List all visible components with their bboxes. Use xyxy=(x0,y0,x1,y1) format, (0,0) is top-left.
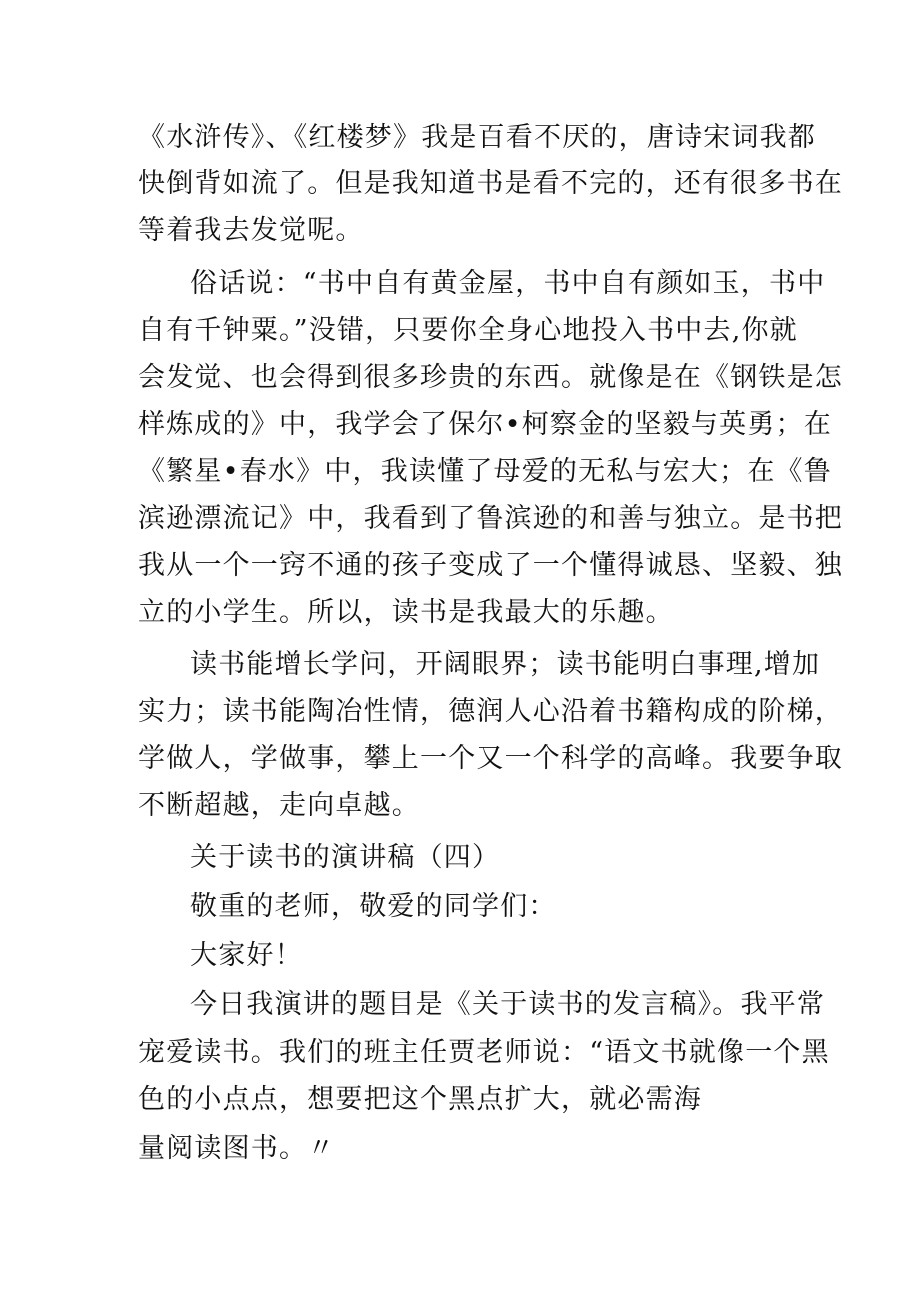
section-heading: 关于读书的演讲稿（四） xyxy=(190,842,501,873)
text-line: 学做人，学做事，攀上一个又一个科学的高峰。我要争取 xyxy=(138,743,843,774)
text-line: 宠爱读书。我们的班主任贾老师说：“语文书就像一个黑 xyxy=(138,1037,830,1068)
text-line: 实力；读书能陶冶性情，德润人心沿着书籍构成的阶梯， xyxy=(138,696,843,727)
salutation: 敬重的老师，敬爱的同学们： xyxy=(190,891,557,922)
text-line: 不断超越，走向卓越。 xyxy=(138,790,420,821)
text-line: 样炼成的》中，我学会了保尔•柯察金的坚毅与英勇；在 xyxy=(138,409,832,440)
text-line: 会发觉、也会得到很多珍贵的东西。就像是在《钢铁是怎 xyxy=(138,362,843,393)
text-line: 滨逊漂流记》中，我看到了鲁滨逊的和善与独立。是书把 xyxy=(138,503,843,534)
text-line: 等着我去发觉呢。 xyxy=(138,215,364,246)
text-line: 快倒背如流了。但是我知道书是看不完的，还有很多书在 xyxy=(138,168,843,199)
text-line: 读书能增长学问，开阔眼界；读书能明白事理,增加 xyxy=(190,649,821,680)
text-line: 量阅读图书。〃 xyxy=(138,1133,336,1164)
text-line: 《水浒传》、《红楼梦》我是百看不厌的，唐诗宋词我都 xyxy=(138,122,816,153)
text-line: 立的小学生。所以，读书是我最大的乐趣。 xyxy=(138,597,674,628)
text-line: 我从一个一窍不通的孩子变成了一个懂得诚恳、坚毅、独 xyxy=(138,550,843,581)
text-line: 俗话说：“书中自有黄金屋，书中自有颜如玉，书中 xyxy=(190,268,826,299)
greeting: 大家好！ xyxy=(190,940,303,971)
text-line: 自有千钟粟。”没错，只要你全身心地投入书中去,你就 xyxy=(138,315,798,346)
text-line: 色的小点点，想要把这个黑点扩大，就必需海 xyxy=(138,1084,702,1115)
text-line: 《繁星•春水》中，我读懂了母爱的无私与宏大；在《鲁 xyxy=(138,456,832,487)
text-line: 今日我演讲的题目是《关于读书的发言稿》。我平常 xyxy=(190,989,826,1020)
